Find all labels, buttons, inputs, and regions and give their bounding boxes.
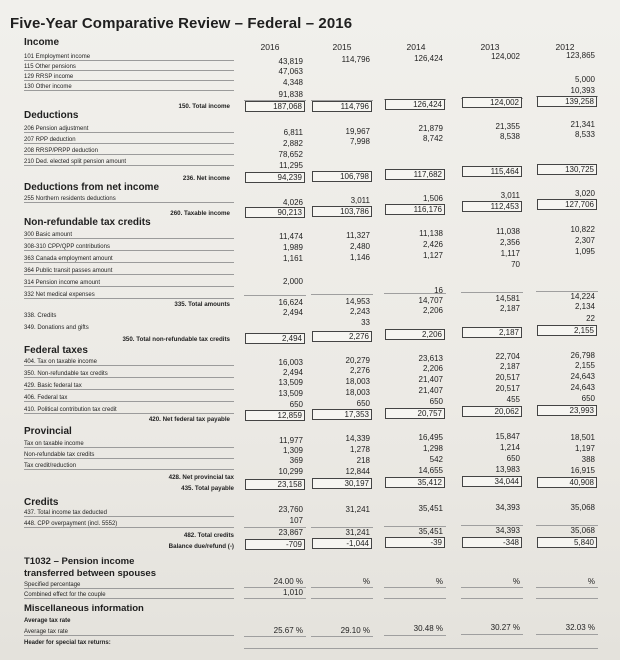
value: 650 [356, 399, 370, 408]
deductions-heading: Deductions [24, 110, 79, 121]
fedtax-line: 429. Basic federal tax [24, 383, 234, 390]
total-value: 23,867 [278, 528, 303, 537]
value: 1,278 [349, 445, 370, 454]
total-value: 130,725 [537, 164, 597, 175]
page-title: Five-Year Comparative Review – Federal – 2016 [10, 15, 353, 32]
value: 107 [289, 516, 303, 525]
value: 1,161 [282, 254, 303, 263]
avg-rate: 29.10 % [340, 626, 370, 635]
total-value: 34,044 [462, 476, 522, 487]
total-credits-label: 482. Total credits [183, 532, 234, 539]
total-value: 34,393 [495, 526, 520, 535]
value: 20,517 [495, 373, 520, 382]
value: 10,822 [570, 225, 595, 234]
balance-value: -348 [462, 537, 522, 548]
fedtax-line: 410. Political contribution tax credit [24, 407, 234, 414]
total-value: 14,224 [570, 292, 595, 301]
donations-line: 349. Donations and gifts [24, 325, 89, 331]
value: 20,279 [345, 356, 370, 365]
value: 2,243 [349, 307, 370, 316]
value: 650 [581, 394, 595, 403]
total-value: 31,241 [345, 528, 370, 537]
total-income-label: 150. Total income [178, 103, 230, 110]
value: 12,844 [345, 467, 370, 476]
value: 19,967 [345, 127, 370, 136]
value: 650 [289, 400, 303, 409]
value: 126,424 [414, 54, 443, 63]
value: 14,655 [418, 466, 443, 475]
deduction-line: 206 Pension adjustment [24, 126, 234, 133]
value: 31,241 [345, 505, 370, 514]
value: 388 [581, 455, 595, 464]
fedtax-line: 406. Federal tax [24, 395, 234, 402]
value: 26,798 [570, 351, 595, 360]
credit-line: 308-310 CPP/QPP contributions [24, 244, 234, 251]
value: 1,117 [500, 249, 520, 258]
balance-value: -1,044 [312, 538, 372, 549]
value: 2,480 [349, 242, 370, 251]
total-value: 14,953 [345, 297, 370, 306]
value: 78,652 [278, 150, 303, 159]
value: 1,989 [282, 243, 303, 252]
income-line: 115 Other pensions [24, 64, 234, 71]
value: 124,002 [491, 52, 520, 61]
total-value: 16,624 [278, 298, 303, 307]
value: 218 [356, 456, 370, 465]
value: 3,011 [500, 191, 520, 200]
total-value: 2,494 [245, 333, 305, 344]
total-value: 35,412 [385, 477, 445, 488]
value: 35,451 [418, 504, 443, 513]
value: 16,003 [278, 358, 303, 367]
value: 455 [506, 395, 520, 404]
total-value: 90,213 [245, 207, 305, 218]
value: 1,298 [422, 444, 443, 453]
total-value: 17,353 [312, 409, 372, 420]
year-2013: 2013 [480, 42, 500, 52]
value: 2,206 [422, 364, 443, 373]
balance-value: 5,840 [537, 537, 597, 548]
value: 20,517 [495, 384, 520, 393]
pct-value: % [512, 577, 520, 586]
value: 2,494 [282, 308, 303, 317]
value: 11,295 [279, 161, 303, 170]
prov-line: Tax credit/reduction [24, 463, 234, 470]
total-value: 116,176 [385, 204, 445, 215]
value: 2,882 [282, 139, 303, 148]
total-value: 127,706 [537, 199, 597, 210]
value: 2,155 [574, 361, 595, 370]
value: 11,474 [279, 232, 303, 241]
value: 43,819 [278, 57, 303, 66]
nonref-heading: Non-refundable tax credits [24, 217, 151, 228]
avg-rate: 32.03 % [565, 623, 595, 632]
total-value: 35,068 [570, 526, 595, 535]
total-value: 117,682 [385, 169, 445, 180]
value: 13,509 [278, 378, 303, 387]
value: 8,538 [499, 132, 520, 141]
total-value: 40,908 [537, 477, 597, 488]
value: 4,026 [282, 198, 303, 207]
value: 70 [511, 260, 520, 269]
credit-line: 364 Public transit passes amount [24, 268, 234, 275]
value: 2,187 [499, 304, 520, 313]
value: 16 [434, 286, 443, 295]
value: 1,309 [282, 446, 303, 455]
total-value: 94,239 [245, 172, 305, 183]
value: 16,495 [418, 433, 443, 442]
avg-rate: 30.48 % [413, 624, 443, 633]
net-prov-tax-label: 428. Net provincial tax [168, 474, 234, 481]
value: 21,355 [495, 122, 520, 131]
credit-line: 437. Total income tax deducted [24, 510, 234, 517]
year-2016: 2016 [260, 42, 280, 52]
value: 23,613 [418, 354, 443, 363]
value: 650 [506, 454, 520, 463]
value: 542 [429, 455, 443, 464]
misc-line: Average tax rate [24, 618, 71, 624]
value: 2,276 [349, 366, 370, 375]
value: 8,742 [422, 134, 443, 143]
avg-rate: 25.67 % [273, 626, 303, 635]
t1032-heading: T1032 – Pension income [24, 556, 135, 567]
value: 1,127 [422, 251, 443, 260]
value: 1,146 [349, 253, 370, 262]
pct-value: % [587, 577, 595, 586]
value: 18,003 [345, 377, 370, 386]
misc-line: Average tax rate [24, 629, 234, 636]
value: 11,138 [419, 229, 443, 238]
provincial-heading: Provincial [24, 426, 72, 437]
deduction-line: 208 RRSP/PRPP deduction [24, 148, 234, 155]
value: 23,760 [278, 505, 303, 514]
value: 14,339 [345, 434, 370, 443]
income-line: 101 Employment income [24, 54, 234, 61]
value: 1,506 [422, 194, 443, 203]
value: 10,393 [570, 86, 595, 95]
value: 1,214 [499, 443, 520, 452]
t1032-line: Combined effect for the couple [24, 592, 234, 599]
income-line: 129 RRSP income [24, 74, 234, 81]
value: 10,299 [278, 467, 303, 476]
value: 3,020 [574, 189, 595, 198]
credits-line: 338. Credits [24, 313, 57, 319]
credit-line: 448. CPP overpayment (incl. 5552) [24, 521, 234, 528]
value: 22 [586, 314, 595, 323]
total-value: 124,002 [462, 97, 522, 108]
value: 13,509 [278, 389, 303, 398]
credit-line: 314 Pension income amount [24, 280, 234, 287]
total-value: 115,464 [462, 166, 522, 177]
total-value: 23,993 [537, 405, 597, 416]
value: 34,393 [495, 503, 520, 512]
fedtax-heading: Federal taxes [24, 345, 88, 356]
total-payable-label: 435. Total payable [181, 485, 234, 492]
value: 5,000 [574, 75, 595, 84]
taxable-income-label: 260. Taxable income [170, 210, 230, 217]
total-value: 2,206 [385, 329, 445, 340]
value: 7,998 [349, 137, 370, 146]
total-value: 2,276 [312, 331, 372, 342]
value: 15,847 [495, 432, 520, 441]
value: 21,879 [418, 124, 443, 133]
value: 2,494 [282, 368, 303, 377]
prov-line: Non-refundable tax credits [24, 452, 234, 459]
deduction-line: 207 RPP deduction [24, 137, 234, 144]
avg-rate: 30.27 % [490, 623, 520, 632]
total-value: 30,197 [312, 478, 372, 489]
value: 6,811 [283, 128, 303, 137]
value: 2,426 [422, 240, 443, 249]
total-value: 20,757 [385, 408, 445, 419]
total-value: 35,451 [418, 527, 443, 536]
value: 21,407 [418, 375, 443, 384]
pct-value: % [435, 577, 443, 586]
credit-line: 300 Basic amount [24, 232, 234, 239]
misc-heading: Miscellaneous information [24, 603, 144, 614]
value: 2,356 [499, 238, 520, 247]
value: 11,327 [346, 231, 370, 240]
value: 3,011 [350, 196, 370, 205]
total-value: 23,158 [245, 479, 305, 490]
value: 33 [361, 318, 370, 327]
value: 47,063 [278, 67, 303, 76]
deduction-line: 255 Northern residents deductions [24, 196, 234, 203]
total-value: 126,424 [385, 99, 445, 110]
fedtax-line: 350. Non-refundable tax credits [24, 371, 234, 378]
value: 1,197 [574, 444, 595, 453]
value: 123,865 [566, 51, 595, 60]
value: 11,977 [279, 436, 303, 445]
year-2012: 2012 [555, 42, 575, 52]
net-federal-tax-label: 420. Net federal tax payable [148, 416, 230, 423]
value: 21,407 [418, 386, 443, 395]
total-value: 187,068 [245, 101, 305, 112]
value: 1,095 [574, 247, 595, 256]
value: 11,038 [496, 227, 520, 236]
total-value: 14,707 [418, 296, 443, 305]
year-2014: 2014 [406, 42, 426, 52]
total-value: 2,187 [462, 327, 522, 338]
total-value: 106,798 [312, 171, 372, 182]
pct-value: % [362, 577, 370, 586]
value: 91,838 [278, 90, 303, 99]
income-line: 130 Other income [24, 84, 234, 91]
value: 8,533 [574, 130, 595, 139]
value: 1,010 [282, 588, 303, 597]
balance-value: -39 [385, 537, 445, 548]
net-income-label: 236. Net income [182, 175, 230, 182]
t1032-subheading: transferred between spouses [24, 568, 156, 579]
value: 369 [289, 456, 303, 465]
income-heading: Income [24, 37, 60, 48]
year-2015: 2015 [332, 42, 352, 52]
prov-line: Tax on taxable income [24, 441, 234, 448]
fedtax-line: 404. Tax on taxable income [24, 359, 234, 366]
total-value: 12,859 [245, 410, 305, 421]
total-value: 14,581 [495, 294, 520, 303]
t1032-line: Specified percentage [24, 582, 234, 589]
balance-value: -709 [245, 539, 305, 550]
value: 16,915 [570, 466, 595, 475]
value: 2,187 [499, 362, 520, 371]
misc-line: Header for special tax returns: [24, 640, 111, 646]
value: 4,348 [282, 78, 303, 87]
credit-line: 363 Canada employment amount [24, 256, 234, 263]
value: 18,003 [345, 388, 370, 397]
total-value: 114,796 [312, 101, 372, 112]
value: 22,704 [495, 352, 520, 361]
total-value: 2,155 [537, 325, 597, 336]
value: 18,501 [570, 433, 595, 442]
total-value: 112,453 [462, 201, 522, 212]
credit-line: 332 Net medical expenses [24, 292, 234, 299]
credits-heading: Credits [24, 497, 59, 508]
value: 2,134 [574, 302, 595, 311]
value: 114,796 [341, 55, 370, 64]
value: 2,000 [282, 277, 303, 286]
value: 2,206 [422, 306, 443, 315]
balance-label: Balance due/refund (-) [168, 543, 234, 550]
pct-value: 24.00 % [273, 577, 303, 586]
total-amounts-label: 335. Total amounts [174, 301, 230, 308]
total-nonref-label: 350. Total non-refundable tax credits [122, 336, 230, 343]
value: 650 [429, 397, 443, 406]
total-value: 103,786 [312, 206, 372, 217]
value: 21,341 [570, 120, 595, 129]
value: 2,307 [574, 236, 595, 245]
total-value: 20,062 [462, 406, 522, 417]
deduction-line: 210 Ded. elected split pension amount [24, 159, 234, 166]
value: 24,643 [570, 372, 595, 381]
total-value: 139,258 [537, 96, 597, 107]
value: 35,068 [570, 503, 595, 512]
value: 13,983 [495, 465, 520, 474]
value: 24,643 [570, 383, 595, 392]
net-deductions-heading: Deductions from net income [24, 182, 160, 193]
